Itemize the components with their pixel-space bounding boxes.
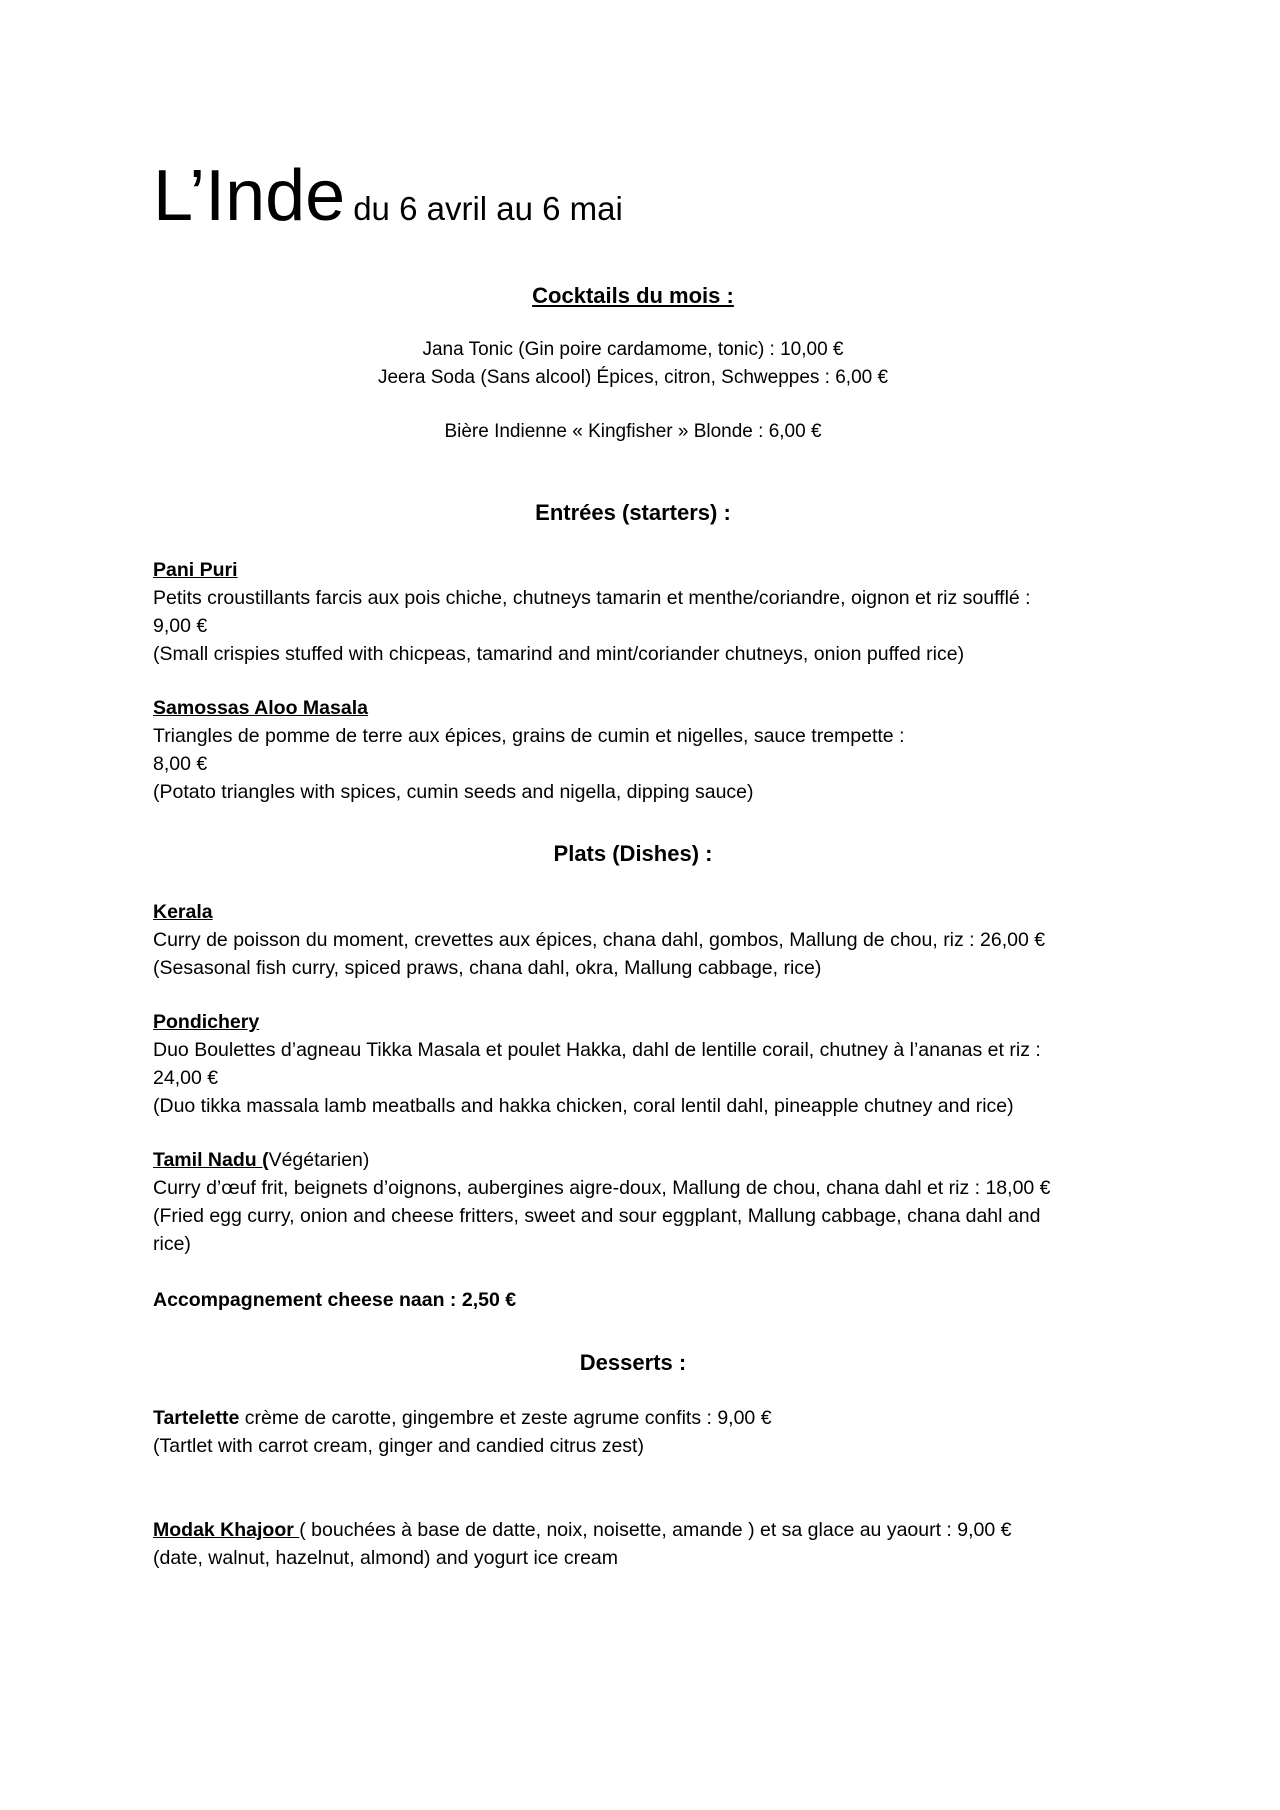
item-description: Curry d’œuf frit, beignets d’oignons, aubergines aigre-doux, Mallung de chou, chana dahl et riz : 18,00 €	[153, 1177, 1051, 1199]
menu-title	[153, 156, 623, 236]
item-name: Modak Khajoor	[153, 1519, 300, 1541]
dish-item	[153, 1008, 1113, 1120]
dessert-item	[153, 1516, 1113, 1572]
item-price: 24,00 €	[153, 1067, 219, 1089]
cocktail-item: Jana Tonic (Gin poire cardamome, tonic) : 10,00 €	[422, 339, 844, 360]
item-description: Triangles de pomme de terre aux épices, grains de cumin et nigelles, sauce trempette :	[153, 725, 905, 747]
starter-item	[153, 556, 1113, 668]
page-title: L’Inde	[153, 156, 346, 236]
item-description: Petits croustillants farcis aux pois chiche, chutneys tamarin et menthe/coriandre, oignon et riz soufflé :	[153, 587, 1031, 609]
item-name: Samossas Aloo Masala	[153, 697, 368, 719]
beer-item: Bière Indienne « Kingfisher » Blonde : 6,00 €	[444, 421, 822, 442]
item-heading-line	[153, 1146, 1113, 1174]
item-translation: (Duo tikka massala lamb meatballs and hakka chicken, coral lentil dahl, pineapple chutney and rice)	[153, 1095, 1014, 1117]
item-translation: (Tartlet with carrot cream, ginger and candied citrus zest)	[153, 1435, 644, 1457]
desserts-heading: Desserts :	[579, 1350, 687, 1375]
dessert-item	[153, 1404, 1113, 1460]
cocktail-item: Jeera Soda (Sans alcool) Épices, citron, Schweppes : 6,00 €	[377, 367, 889, 388]
item-description: Curry de poisson du moment, crevettes aux épices, chana dahl, gombos, Mallung de chou, riz : 26,00 €	[153, 929, 1046, 951]
item-description: crème de carotte, gingembre et zeste agrume confits : 9,00 €	[239, 1407, 772, 1429]
item-translation: (Fried egg curry, onion and cheese fritters, sweet and sour eggplant, Mallung cabbage, chana dahl and	[153, 1205, 1041, 1227]
item-name: Tartelette	[153, 1407, 240, 1429]
item-translation: (Potato triangles with spices, cumin seeds and nigella, dipping sauce)	[153, 781, 754, 803]
item-translation: (date, walnut, hazelnut, almond) and yogurt ice cream	[153, 1547, 619, 1569]
starters-heading: Entrées (starters) :	[535, 500, 731, 525]
dish-item	[153, 898, 1113, 982]
item-name: Pani Puri	[153, 559, 238, 581]
item-translation: (Sesasonal fish curry, spiced praws, chana dahl, okra, Mallung cabbage, rice)	[153, 957, 822, 979]
item-description: ( bouchées à base de datte, noix, noisette, amande ) et sa glace au yaourt : 9,00 €	[299, 1519, 1012, 1541]
item-translation: (Small crispies stuffed with chicpeas, tamarind and mint/coriander chutneys, onion puffed rice)	[153, 643, 965, 665]
item-price: 9,00 €	[153, 615, 208, 637]
starter-item	[153, 694, 1113, 806]
item-heading-line	[153, 1404, 1113, 1432]
item-price: 8,00 €	[153, 753, 208, 775]
cocktails-heading: Cocktails du mois :	[532, 283, 734, 308]
item-tag: Végétarien)	[268, 1149, 370, 1171]
item-name: Pondichery	[153, 1011, 260, 1033]
dishes-heading: Plats (Dishes) :	[553, 841, 713, 866]
item-name: Tamil Nadu (	[153, 1149, 269, 1171]
item-translation-cont: rice)	[153, 1233, 191, 1255]
item-description: Duo Boulettes d’agneau Tikka Masala et poulet Hakka, dahl de lentille corail, chutney à l’ananas et riz :	[153, 1039, 1041, 1061]
side-item: Accompagnement cheese naan : 2,50 €	[153, 1289, 517, 1311]
item-heading-line	[153, 1516, 1113, 1544]
dish-item	[153, 1146, 1113, 1258]
item-name: Kerala	[153, 901, 213, 923]
date-range: du 6 avril au 6 mai	[353, 190, 623, 227]
